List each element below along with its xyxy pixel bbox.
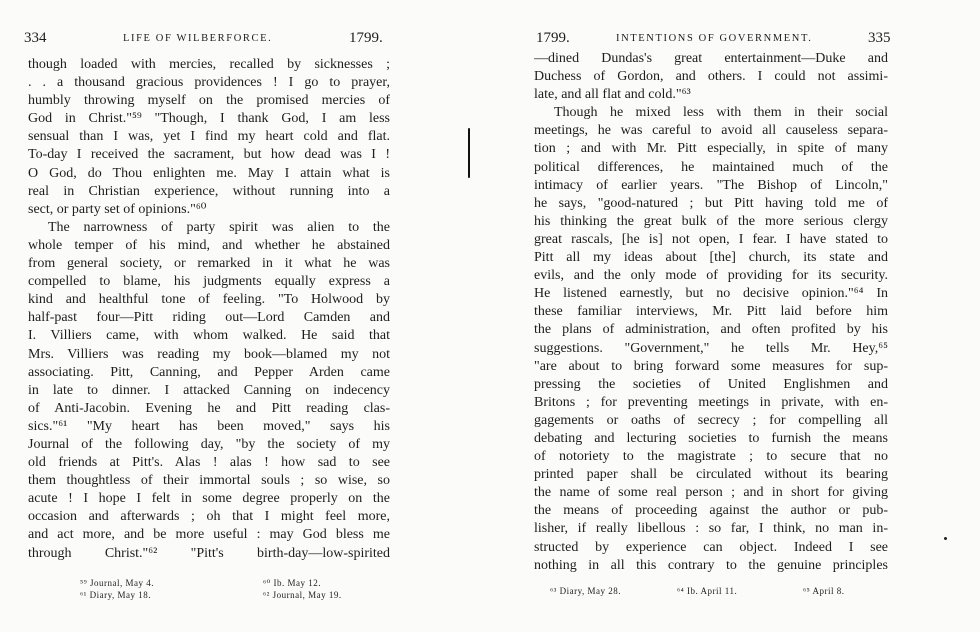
text-line: Britons ; for preventing meetings in private, with en- (534, 394, 888, 410)
left-page-year: 1799. (349, 30, 383, 46)
text-line: He listened earnestly, but no decisive opinion."⁶⁴ In (534, 286, 888, 302)
left-page-number: 334 (24, 30, 47, 46)
text-line: these familiar interviews, Mr. Pitt laid before him (534, 304, 888, 320)
footnote: ⁶⁰ Ib. May 12. (263, 578, 321, 588)
text-line: sect, or party set of opinions."⁶⁰ (28, 201, 207, 217)
text-line: he says, "good-natured ; but Pitt having told me of (534, 195, 888, 211)
text-line: through Christ."⁶² "Pitt's birth-day—low-spirited (28, 545, 390, 561)
right-page-number: 335 (868, 30, 891, 46)
right-page-header (536, 30, 926, 50)
text-line: associating. Pitt, Canning, and Pepper Arden came (28, 364, 390, 380)
text-line: old friends at Pitt's. Alas ! alas ! how sad to see (28, 455, 390, 471)
text-line: sics."⁶¹ "My heart has been moved," says his (28, 418, 390, 434)
text-line: occasion and afterwards ; oh that I might feel more, (28, 509, 390, 525)
gutter-shadow (468, 128, 470, 178)
text-line: Mrs. Villiers was reading my book—blamed my not (28, 346, 390, 362)
text-line: compelled to blame, his judgments equally express a (28, 274, 390, 290)
right-page (496, 0, 980, 632)
text-line: printed paper shall be circulated without its bearing (534, 467, 888, 483)
right-page-year: 1799. (536, 30, 570, 46)
text-line: I. Villiers came, with whom walked. He said that (28, 328, 390, 344)
text-line: and act more, and be more useful : may God bless me (28, 527, 390, 543)
right-running-head: INTENTIONS OF GOVERNMENT. (616, 33, 813, 44)
text-line: from general society, or remarked in it what he was (28, 256, 390, 272)
text-line: the plans of administration, and often profited by his (534, 322, 888, 338)
text-line: half-past four—Pitt riding out—Lord Camden and (28, 310, 390, 326)
text-line: —dined Dundas's great entertainment—Duke and (534, 51, 888, 66)
paragraph-start-line: Though he mixed less with them in their social (554, 105, 888, 121)
text-line: whole temper of his mind, and whether he abstained (28, 237, 390, 253)
text-line: nothing in all this contrary to the genuine principles (534, 557, 888, 573)
footnote: ⁶⁵ April 8. (803, 586, 845, 596)
text-line: late, and all flat and cold."⁶³ (534, 87, 691, 103)
paragraph-start-line: The narrowness of party spirit was alien to the (48, 219, 390, 235)
text-line: pressing the societies of United Englishmen and (534, 376, 888, 392)
text-line: sensual than I was, yet I find my heart cold and flat. (28, 129, 390, 145)
text-line: Journal of the following day, "by the society of my (28, 436, 390, 452)
left-page-body (28, 56, 390, 563)
left-running-head: LIFE OF WILBERFORCE. (123, 33, 273, 44)
left-page-header (24, 30, 404, 50)
footnote: ⁵⁹ Journal, May 4. (80, 578, 155, 588)
text-line: . . a thousand gracious providences ! I go to prayer, (28, 75, 390, 91)
scan-speck (944, 537, 947, 540)
right-page-body (534, 50, 888, 575)
text-line: great rascals, [he is] not open, I fear. I have stated to (534, 231, 888, 247)
footnote: ⁶⁴ Ib. April 11. (677, 586, 738, 596)
left-page-footnotes (80, 578, 380, 608)
text-line: of notoriety to the magistrate ; to secure that no (534, 449, 888, 465)
text-line: tion ; and with Mr. Pitt especially, in spite of many (534, 141, 888, 157)
text-line: the means of proceeding against the author or pub- (534, 503, 888, 519)
footnote: ⁶² Journal, May 19. (263, 590, 342, 600)
text-line: the name of some real person ; and in short for giving (534, 485, 888, 501)
text-line: meetings, he was careful to avoid all causeless separa- (534, 123, 888, 139)
text-line: real in Christian experience, without running into a (28, 183, 390, 199)
text-line: God in Christ."⁵⁹ "Though, I thank God, I am less (28, 111, 390, 127)
text-line: of Anti-Jacobin. Evening he and Pitt reading clas- (28, 400, 390, 416)
right-page-footnotes (550, 586, 870, 600)
text-line: Pitt all my ideas about [the] church, its state and (534, 250, 888, 266)
text-line: "are about to bring forward some measures for sup- (534, 358, 888, 374)
text-line: O God, do Thou enlighten me. May I attain what is (28, 165, 390, 181)
footnote: ⁶¹ Diary, May 18. (80, 590, 151, 600)
text-line: kind and healthful tone of feeling. "To Holwood by (28, 292, 390, 308)
text-line: suggestions. "Government," he tells Mr. Hey,⁶⁵ (534, 340, 888, 356)
text-line: gagements or oaths of secrecy ; for compelling all (534, 412, 888, 428)
text-line: his thinking the great bulk of the more serious clergy (534, 213, 888, 229)
left-page (0, 0, 470, 632)
text-line: To-day I received the sacrament, but how dead was I ! (28, 147, 390, 163)
text-line: Duchess of Gordon, and others. I could not assimi- (534, 69, 888, 85)
text-line: political differences, he maintained much of the (534, 159, 888, 175)
text-line: though loaded with mercies, recalled by sicknesses ; (28, 57, 390, 72)
text-line: structed by experience can object. Indeed I see (534, 539, 888, 555)
text-line: debating and lecturing societies to furnish the means (534, 430, 888, 446)
text-line: evils, and the only mode of providing for its security. (534, 268, 888, 284)
text-line: lisher, if really libellous : so far, I think, no man in- (534, 521, 888, 537)
text-line: intimacy of earlier years. "The Bishop of Lincoln," (534, 177, 888, 193)
text-line: acute ! I hope I felt in some degree properly on the (28, 491, 390, 507)
text-line: humbly throwing myself on the promised mercies of (28, 93, 390, 109)
footnote: ⁶³ Diary, May 28. (550, 586, 621, 596)
text-line: them thoughtless of their immortal souls ; so wise, so (28, 473, 390, 489)
text-line: in late to dinner. I attacked Canning on indecency (28, 382, 390, 398)
